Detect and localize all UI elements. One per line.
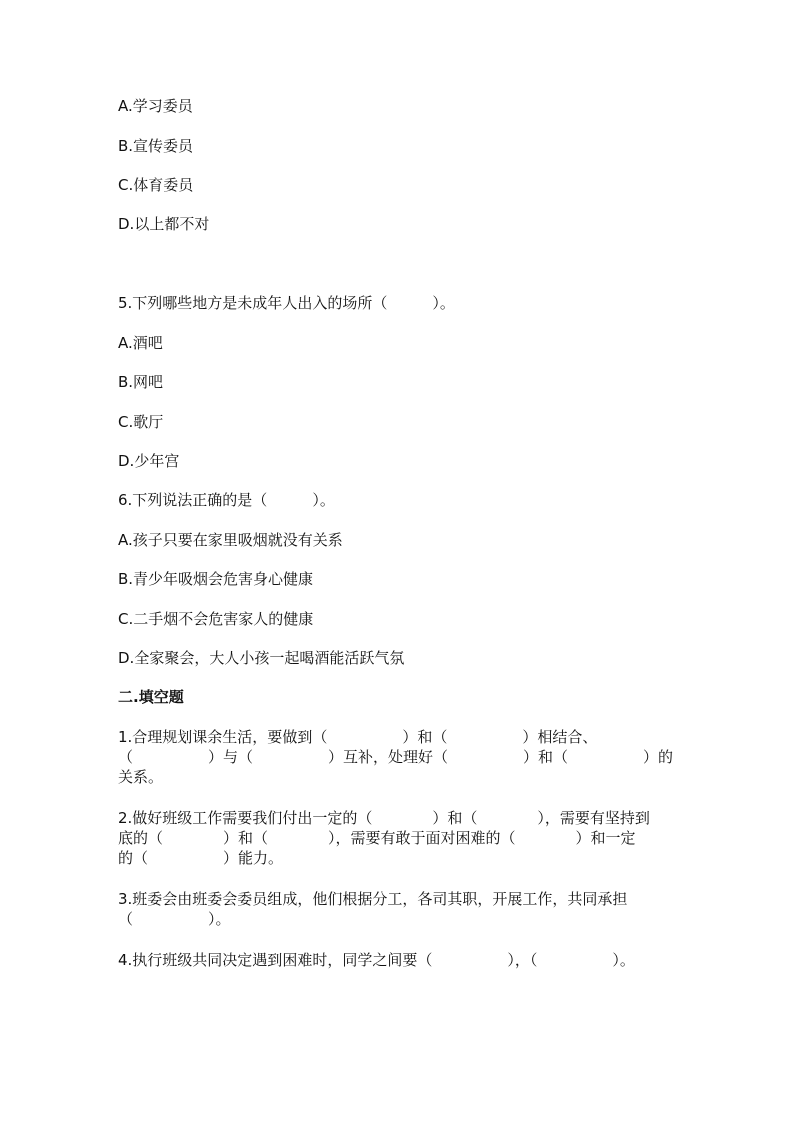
fill-question-1-line-1: 1.合理规划课余生活，要做到（ ）和（ ）相结合、 (118, 728, 598, 746)
fill-question-2 (118, 808, 678, 868)
q5-stem: 5.下列哪些地方是未成年人出入的场所（ ）。 (118, 294, 455, 312)
q6-option-d: D.全家聚会，大人小孩一起喝酒能活跃气氛 (118, 649, 405, 667)
q4-option-d: D.以上都不对 (118, 215, 210, 233)
fill-question-1-line-3: 关系。 (118, 768, 164, 786)
q4-option-c: C.体育委员 (118, 176, 194, 194)
q6-option-a: A.孩子只要在家里吸烟就没有关系 (118, 531, 343, 549)
q6-option-b: B.青少年吸烟会危害身心健康 (118, 570, 314, 588)
fill-question-2-line-2: 底的（ ）和（ ），需要有敢于面对困难的（ ）和一定 (118, 829, 636, 847)
fill-question-4-line-1: 4.执行班级共同决定遇到困难时，同学之间要（ ），（ ）。 (118, 951, 635, 969)
q5-option-a: A.酒吧 (118, 334, 163, 352)
fill-question-3-line-2: （ ）。 (118, 910, 231, 928)
q6-stem: 6.下列说法正确的是（ ）。 (118, 491, 335, 509)
q6-option-c: C.二手烟不会危害家人的健康 (118, 610, 314, 628)
fill-question-2-line-1: 2.做好班级工作需要我们付出一定的（ ）和（ ），需要有坚持到 (118, 809, 650, 827)
fill-question-1-line-2: （ ）与（ ）互补，处理好（ ）和（ ）的 (118, 748, 674, 766)
q5-option-b: B.网吧 (118, 373, 164, 391)
fill-question-1 (118, 727, 678, 787)
q4-option-b: B.宣传委员 (118, 137, 194, 155)
section-title-fill-in: 二.填空题 (118, 688, 184, 706)
fill-question-3-line-1: 3.班委会由班委会委员组成，他们根据分工，各司其职，开展工作，共同承担 (118, 890, 628, 908)
q5-option-c: C.歌厅 (118, 413, 164, 431)
q4-option-a: A.学习委员 (118, 97, 193, 115)
fill-question-3 (118, 889, 678, 929)
fill-question-2-line-3: 的（ ）能力。 (118, 849, 284, 867)
q5-option-d: D.少年宫 (118, 452, 180, 470)
fill-question-4 (118, 950, 678, 970)
